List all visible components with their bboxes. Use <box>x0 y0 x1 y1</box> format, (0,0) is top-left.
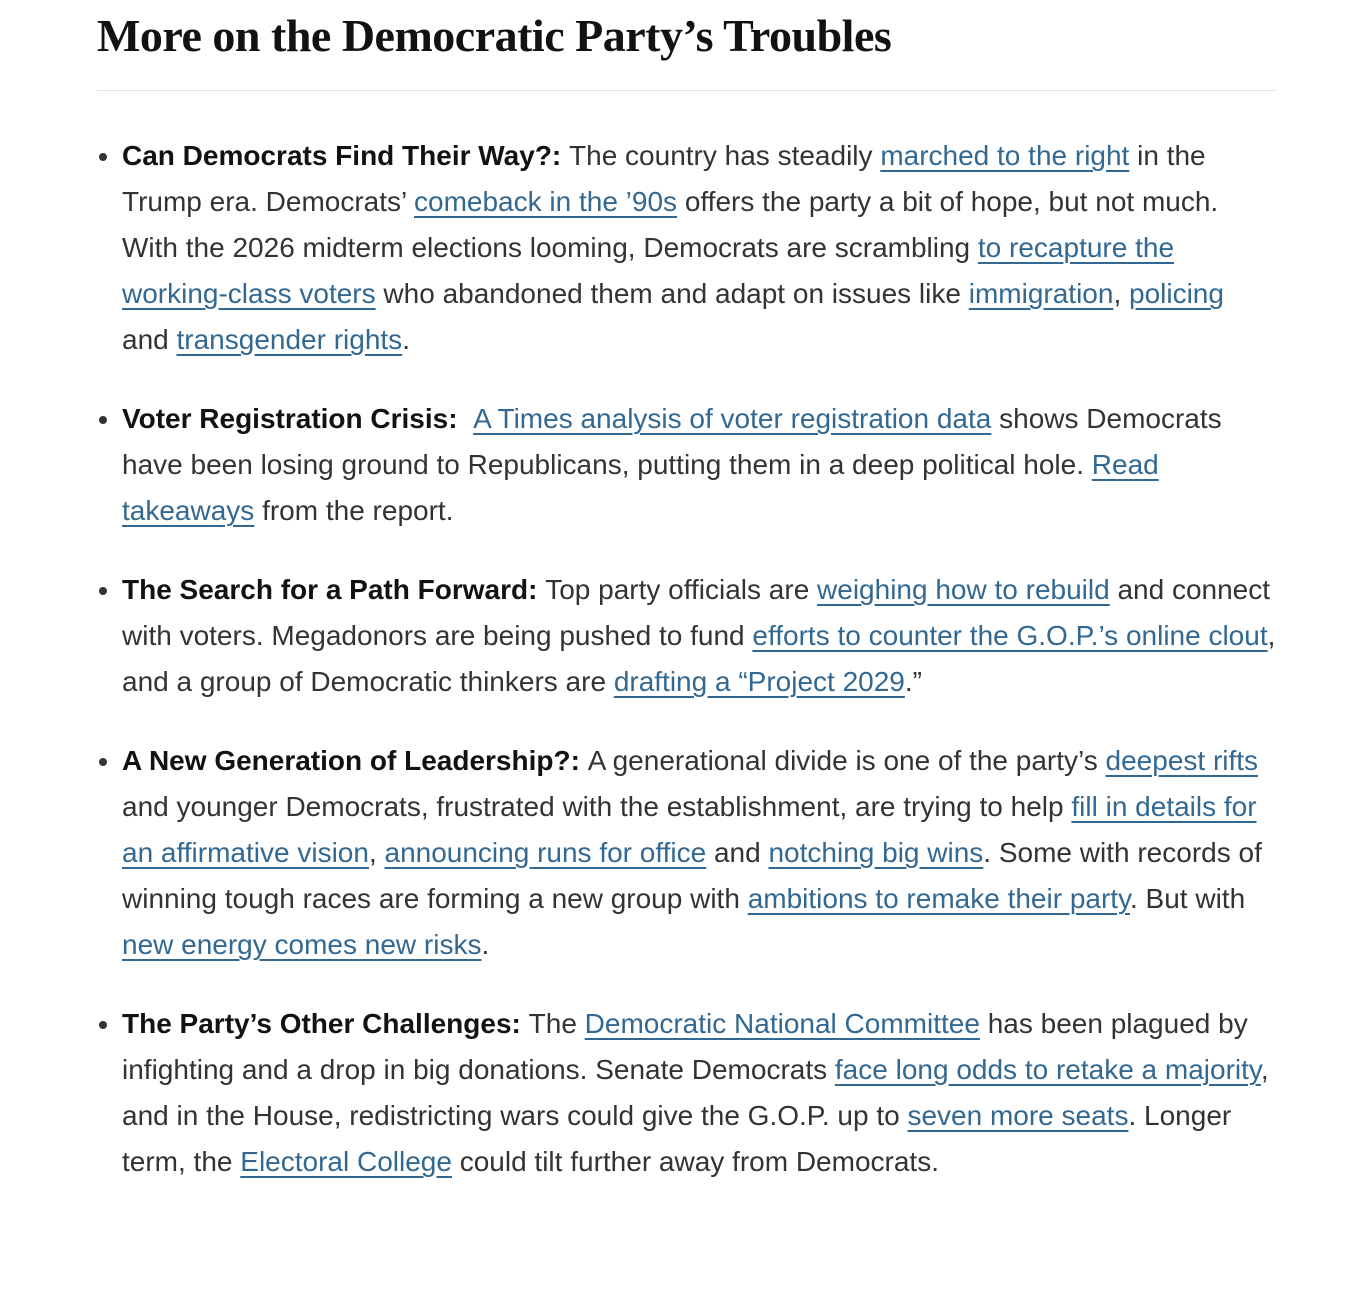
page-title: More on the Democratic Party’s Troubles <box>97 10 892 61</box>
item-link[interactable]: Democratic National Committee <box>584 1007 980 1039</box>
item-text: , and in the House, redistricting wars could give the G.O.P. up to <box>122 1053 1269 1131</box>
list-item <box>97 567 1277 705</box>
item-lead: The Party’s Other Challenges: <box>122 1007 529 1039</box>
item-link[interactable]: policing <box>1129 277 1224 309</box>
item-text: and <box>706 836 769 868</box>
item-lead: A New Generation of Leadership?: <box>122 744 588 776</box>
item-text: . But with <box>1130 882 1246 914</box>
item-link[interactable]: transgender rights <box>176 323 403 355</box>
item-text: A generational divide is one of the party’s <box>587 744 1106 776</box>
item-text: . <box>481 928 490 960</box>
item-text: shows Democrats have been losing ground to Republicans, putting them in a deep political hole. <box>122 402 1222 480</box>
item-link[interactable]: ambitions to remake their party <box>747 882 1130 914</box>
item-link[interactable]: drafting a “Project 2029 <box>613 665 905 697</box>
item-link[interactable]: A Times analysis of voter registration data <box>473 402 992 434</box>
item-link[interactable]: efforts to counter the G.O.P.’s online clout <box>752 619 1268 651</box>
item-link[interactable]: announcing runs for office <box>384 836 707 868</box>
item-text: .” <box>904 665 922 697</box>
list-item <box>97 1001 1277 1185</box>
item-text: and connect with voters. Megadonors are being pushed to fund <box>122 573 1271 651</box>
item-text: offers the party a bit of hope, but not much. With the 2026 midterm elections looming, Democrats are scrambling <box>122 185 1219 263</box>
item-text: , <box>1113 277 1129 309</box>
item-text: from the report. <box>254 494 454 526</box>
item-text: and younger Democrats, frustrated with the establishment, are trying to help <box>122 790 1072 822</box>
list-item <box>97 133 1277 363</box>
item-text: The <box>528 1007 585 1039</box>
item-text: has been plagued by infighting and a drop in big donations. Senate Democrats <box>122 1007 1248 1085</box>
item-link[interactable]: seven more seats <box>907 1099 1129 1131</box>
item-text: . <box>402 323 410 355</box>
item-lead: Voter Registration Crisis: <box>122 402 466 434</box>
item-link[interactable]: notching big wins <box>768 836 984 868</box>
item-link[interactable]: Read takeaways <box>122 448 1159 526</box>
item-link[interactable]: deepest rifts <box>1105 744 1259 776</box>
item-link[interactable]: immigration <box>968 277 1114 309</box>
item-text: . Some with records of winning tough races are forming a new group with <box>122 836 1262 914</box>
item-text: who abandoned them and adapt on issues like <box>375 277 969 309</box>
item-text: , and a group of Democratic thinkers are <box>122 619 1276 697</box>
item-lead: The Search for a Path Forward: <box>122 573 546 605</box>
item-link[interactable]: face long odds to retake a majority <box>834 1053 1261 1085</box>
item-link[interactable]: Electoral College <box>240 1145 452 1177</box>
item-link[interactable]: new energy comes new risks <box>122 928 482 960</box>
item-text: , <box>368 836 385 868</box>
item-link[interactable]: marched to the right <box>880 139 1130 171</box>
list-item <box>97 396 1277 534</box>
item-lead: Can Democrats Find Their Way?: <box>122 139 570 171</box>
list-item <box>97 738 1277 968</box>
item-link[interactable]: to recapture the working-class voters <box>122 231 1175 309</box>
item-link[interactable]: weighing how to rebuild <box>817 573 1110 605</box>
item-text: in the Trump era. Democrats’ <box>122 139 1206 217</box>
item-link[interactable]: comeback in the ’90s <box>414 185 678 217</box>
item-text <box>465 403 473 434</box>
story-list <box>97 133 1277 1185</box>
article-section <box>97 0 1277 1185</box>
item-text: . Longer term, the <box>122 1099 1232 1177</box>
item-text: could tilt further away from Democrats. <box>451 1145 939 1177</box>
item-text: The country has steadily <box>569 139 881 171</box>
item-text: and <box>122 323 177 355</box>
item-link[interactable]: fill in details for an affirmative vision <box>122 790 1257 868</box>
divider <box>97 90 1277 91</box>
item-text: Top party officials are <box>545 573 818 605</box>
